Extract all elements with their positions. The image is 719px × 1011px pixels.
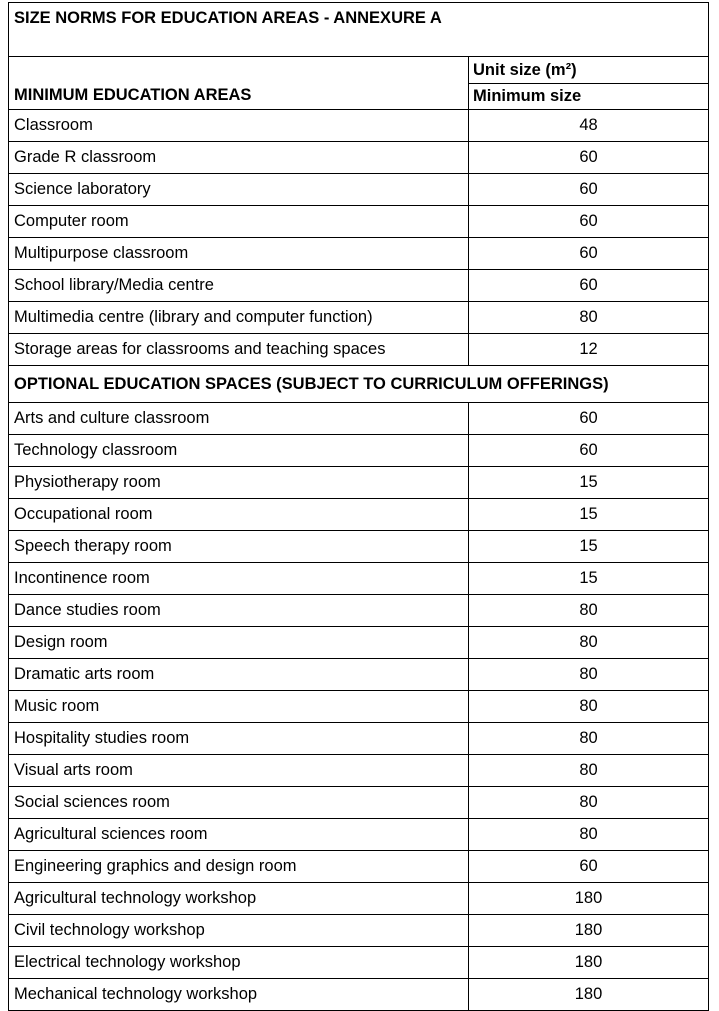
table-row xyxy=(9,787,709,819)
area-name: Classroom xyxy=(9,110,469,142)
area-name: Multipurpose classroom xyxy=(9,238,469,270)
document-page xyxy=(8,2,708,1011)
area-size: 60 xyxy=(469,435,709,467)
area-name: Arts and culture classroom xyxy=(9,403,469,435)
table-row xyxy=(9,659,709,691)
area-name: Agricultural sciences room xyxy=(9,819,469,851)
table-row xyxy=(9,238,709,270)
area-name: Speech therapy room xyxy=(9,531,469,563)
table-row xyxy=(9,531,709,563)
area-name: Physiotherapy room xyxy=(9,467,469,499)
area-size: 12 xyxy=(469,334,709,366)
area-name: Mechanical technology workshop xyxy=(9,979,469,1011)
table-row xyxy=(9,110,709,142)
table-row xyxy=(9,595,709,627)
area-name: Dramatic arts room xyxy=(9,659,469,691)
area-size: 180 xyxy=(469,915,709,947)
minimum-section-heading: MINIMUM EDUCATION AREAS xyxy=(9,57,469,110)
area-size: 80 xyxy=(469,302,709,334)
table-row xyxy=(9,403,709,435)
table-row xyxy=(9,979,709,1011)
table-row xyxy=(9,270,709,302)
area-name: Hospitality studies room xyxy=(9,723,469,755)
area-size: 60 xyxy=(469,851,709,883)
table-row xyxy=(9,467,709,499)
area-size: 80 xyxy=(469,691,709,723)
table-row xyxy=(9,915,709,947)
area-size: 60 xyxy=(469,238,709,270)
area-name: Science laboratory xyxy=(9,174,469,206)
area-size: 60 xyxy=(469,142,709,174)
table-row xyxy=(9,142,709,174)
table-row xyxy=(9,819,709,851)
table-row xyxy=(9,947,709,979)
minimum-size-header: Minimum size xyxy=(469,84,709,110)
area-size: 15 xyxy=(469,531,709,563)
unit-size-header: Unit size (m²) xyxy=(469,57,709,84)
area-size: 80 xyxy=(469,819,709,851)
area-name: Electrical technology workshop xyxy=(9,947,469,979)
table-title-row xyxy=(9,3,709,57)
area-size: 180 xyxy=(469,979,709,1011)
area-size: 80 xyxy=(469,627,709,659)
area-name: Agricultural technology workshop xyxy=(9,883,469,915)
area-name: Engineering graphics and design room xyxy=(9,851,469,883)
table-row xyxy=(9,851,709,883)
table-row xyxy=(9,499,709,531)
area-name: Multimedia centre (library and computer function) xyxy=(9,302,469,334)
area-size: 80 xyxy=(469,595,709,627)
area-name: Occupational room xyxy=(9,499,469,531)
area-size: 80 xyxy=(469,659,709,691)
area-name: Computer room xyxy=(9,206,469,238)
area-name: Social sciences room xyxy=(9,787,469,819)
area-name: Incontinence room xyxy=(9,563,469,595)
area-size: 60 xyxy=(469,206,709,238)
area-size: 80 xyxy=(469,723,709,755)
area-size: 80 xyxy=(469,787,709,819)
area-size: 60 xyxy=(469,174,709,206)
table-title: SIZE NORMS FOR EDUCATION AREAS - ANNEXURE A xyxy=(9,3,709,57)
table-row xyxy=(9,627,709,659)
table-row xyxy=(9,174,709,206)
area-name: School library/Media centre xyxy=(9,270,469,302)
area-size: 180 xyxy=(469,947,709,979)
table-row xyxy=(9,691,709,723)
table-row xyxy=(9,883,709,915)
area-name: Civil technology workshop xyxy=(9,915,469,947)
table-row xyxy=(9,723,709,755)
area-name: Visual arts room xyxy=(9,755,469,787)
area-name: Design room xyxy=(9,627,469,659)
table-row xyxy=(9,563,709,595)
optional-section-heading: OPTIONAL EDUCATION SPACES (SUBJECT TO CURRICULUM OFFERINGS) xyxy=(9,366,709,403)
area-size: 80 xyxy=(469,755,709,787)
area-size: 60 xyxy=(469,403,709,435)
area-size: 48 xyxy=(469,110,709,142)
area-size: 15 xyxy=(469,499,709,531)
optional-section-row xyxy=(9,366,709,403)
area-name: Music room xyxy=(9,691,469,723)
area-name: Storage areas for classrooms and teaching spaces xyxy=(9,334,469,366)
area-size: 60 xyxy=(469,270,709,302)
area-size: 15 xyxy=(469,467,709,499)
table-row xyxy=(9,302,709,334)
header-row-unit xyxy=(9,57,709,84)
area-size: 180 xyxy=(469,883,709,915)
size-norms-table xyxy=(8,2,709,1011)
table-row xyxy=(9,435,709,467)
table-row xyxy=(9,334,709,366)
area-size: 15 xyxy=(469,563,709,595)
area-name: Technology classroom xyxy=(9,435,469,467)
table-row xyxy=(9,206,709,238)
area-name: Grade R classroom xyxy=(9,142,469,174)
table-row xyxy=(9,755,709,787)
area-name: Dance studies room xyxy=(9,595,469,627)
